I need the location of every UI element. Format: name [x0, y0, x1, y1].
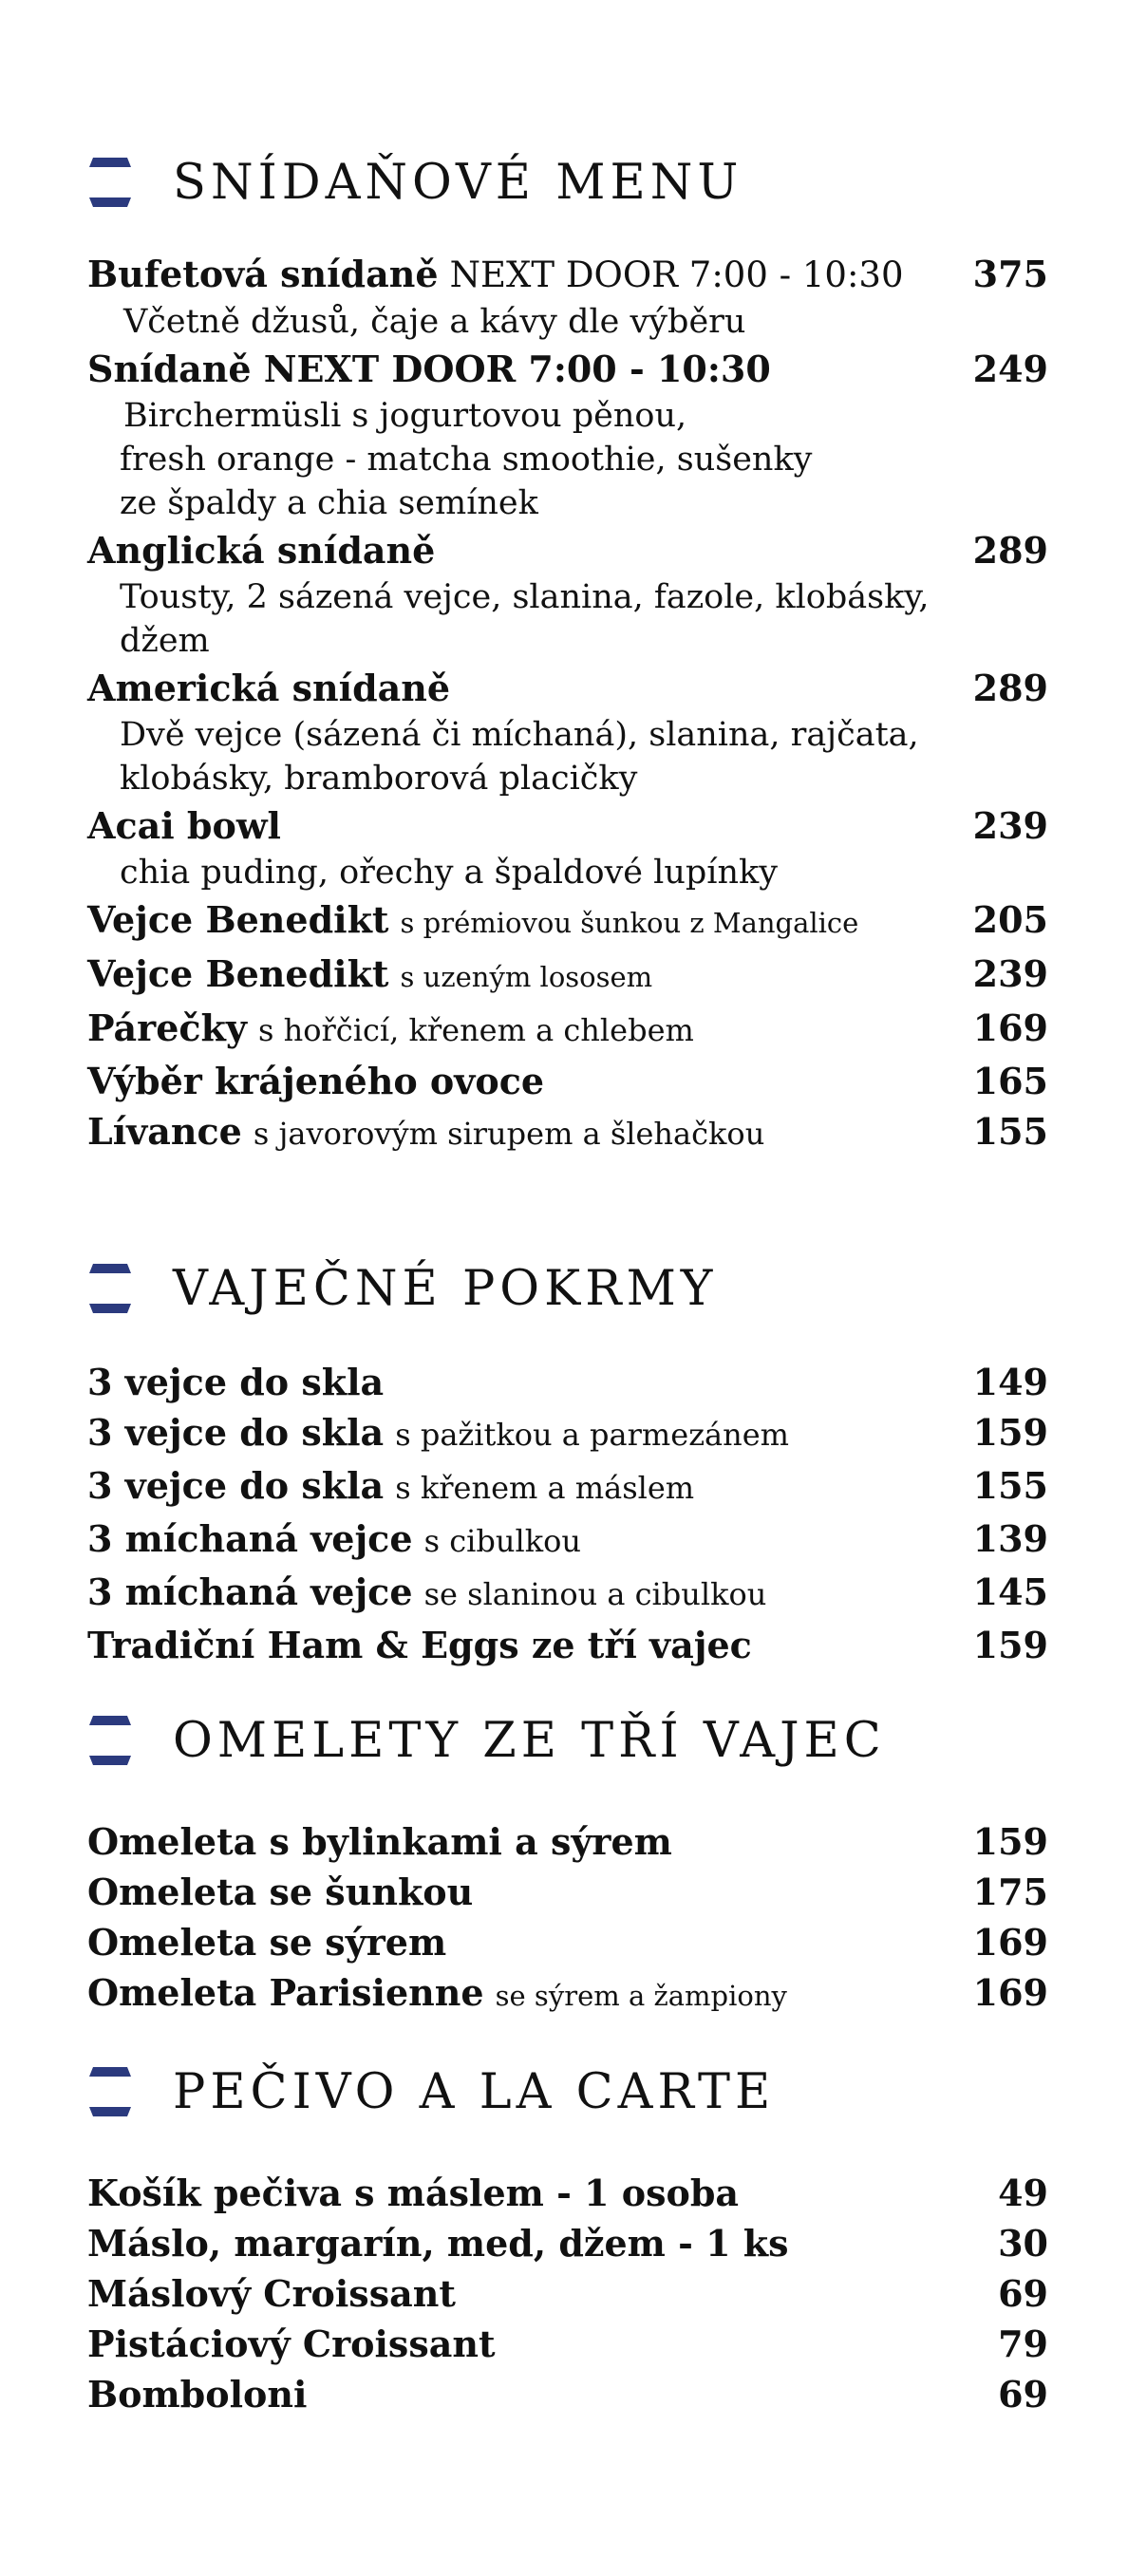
menu-item — [87, 1003, 1048, 1056]
item-price: 145 — [972, 1570, 1048, 1613]
item-price: 155 — [972, 1110, 1048, 1153]
item-price: 159 — [972, 1820, 1048, 1863]
item-suffix: s pažitkou a parmezánem — [395, 1417, 790, 1453]
menu-item — [87, 2268, 1048, 2319]
item-price: 239 — [972, 952, 1048, 995]
section-header — [87, 2061, 1048, 2122]
menu-item — [87, 2168, 1048, 2218]
item-price: 69 — [998, 2373, 1048, 2416]
item-price: 49 — [998, 2172, 1048, 2214]
item-name: Omeleta Parisienne — [87, 1971, 484, 2014]
item-price: 169 — [972, 1006, 1048, 1049]
menu-item — [87, 1967, 1048, 2021]
section-title: OMELETY ZE TŘÍ VAJEC — [173, 1712, 886, 1769]
menu-item — [87, 525, 1048, 663]
item-description: Dvě vejce (sázená či míchaná), slanina, rajčata, — [120, 716, 919, 754]
item-name: 3 vejce do skla — [87, 1464, 385, 1507]
menu-item — [87, 1056, 1048, 1106]
menu-item — [87, 1514, 1048, 1567]
item-name: Výběr krájeného ovoce — [87, 1060, 545, 1102]
section-title: VAJEČNÉ POKRMY — [173, 1260, 718, 1317]
item-suffix: s prémiovou šunkou z Mangalice — [400, 907, 859, 939]
item-price: 79 — [998, 2322, 1048, 2365]
item-price: 165 — [972, 1060, 1048, 1102]
item-name: Máslový Croissant — [87, 2272, 456, 2315]
menu-lines-icon — [87, 154, 133, 211]
menu-item — [87, 1867, 1048, 1917]
item-suffix: s uzeným lososem — [400, 961, 653, 993]
section-breakfast — [87, 152, 1048, 1159]
item-price: 159 — [972, 1411, 1048, 1454]
section-header — [87, 152, 1048, 213]
section-pastry — [87, 2061, 1048, 2419]
item-suffix: se sýrem a žampiony — [495, 1980, 787, 2012]
item-name: Anglická snídaně — [87, 529, 436, 572]
item-name: Acai bowl — [87, 804, 281, 847]
item-price: 205 — [972, 898, 1048, 941]
item-name: Snídaně NEXT DOOR 7:00 - 10:30 — [87, 348, 771, 390]
item-description: džem — [120, 622, 210, 660]
item-description: Včetně džusů, čaje a kávy dle výběru — [123, 303, 746, 341]
item-description: Tousty, 2 sázená vejce, slanina, fazole, klobásky, — [120, 578, 930, 616]
item-price: 139 — [972, 1517, 1048, 1560]
item-name: Pistáciový Croissant — [87, 2322, 496, 2365]
item-suffix: s hořčicí, křenem a chlebem — [258, 1012, 694, 1048]
item-price: 169 — [972, 1971, 1048, 2014]
item-price: 239 — [972, 804, 1048, 847]
item-suffix: se slaninou a cibulkou — [423, 1576, 767, 1612]
item-suffix: s javorovým sirupem a šlehačkou — [253, 1116, 765, 1152]
item-price: 175 — [972, 1871, 1048, 1913]
item-price: 249 — [972, 348, 1048, 390]
menu-item — [87, 2218, 1048, 2268]
menu-item — [87, 1460, 1048, 1514]
item-name: Tradiční Ham & Eggs ze tří vajec — [87, 1624, 752, 1666]
menu-item — [87, 1567, 1048, 1620]
item-name: 3 vejce do skla — [87, 1411, 385, 1454]
item-price: 69 — [998, 2272, 1048, 2315]
section-header — [87, 1710, 1048, 1771]
item-price: 159 — [972, 1624, 1048, 1666]
section-title: PEČIVO A LA CARTE — [173, 2063, 776, 2120]
item-name: Bufetová snídaně — [87, 253, 439, 295]
item-time: NEXT DOOR 7:00 - 10:30 — [449, 254, 904, 295]
item-name: Košík pečiva s máslem - 1 osoba — [87, 2172, 740, 2214]
section-eggs — [87, 1258, 1048, 1670]
menu-item — [87, 1106, 1048, 1159]
menu-item — [87, 1917, 1048, 1967]
menu-item — [87, 1816, 1048, 1867]
item-name: Omeleta se sýrem — [87, 1921, 447, 1964]
menu-item — [87, 2369, 1048, 2419]
item-price: 289 — [972, 529, 1048, 572]
menu-page — [87, 152, 1048, 2419]
item-suffix: s křenem a máslem — [395, 1470, 695, 1506]
item-name: 3 vejce do skla — [87, 1361, 385, 1403]
menu-item — [87, 800, 1048, 894]
menu-item — [87, 1620, 1048, 1670]
menu-item — [87, 344, 1048, 525]
item-price: 169 — [972, 1921, 1048, 1964]
menu-item — [87, 1407, 1048, 1460]
menu-item — [87, 949, 1048, 1003]
item-suffix: s cibulkou — [423, 1523, 581, 1559]
item-name: Omeleta s bylinkami a sýrem — [87, 1820, 672, 1863]
item-name: Americká snídaně — [87, 667, 451, 709]
item-name: Vejce Benedikt — [87, 898, 389, 941]
item-name: 3 míchaná vejce — [87, 1570, 413, 1613]
menu-item — [87, 2319, 1048, 2369]
item-name: Bomboloni — [87, 2373, 308, 2416]
item-description: Birchermüsli s jogurtovou pěnou, — [123, 397, 687, 435]
item-price: 289 — [972, 667, 1048, 709]
item-description: fresh orange - matcha smoothie, sušenky — [120, 441, 813, 479]
menu-lines-icon — [87, 1260, 133, 1317]
menu-lines-icon — [87, 1712, 133, 1769]
menu-item — [87, 1357, 1048, 1407]
section-title: SNÍDAŇOVÉ MENU — [173, 154, 743, 211]
item-name: 3 míchaná vejce — [87, 1517, 413, 1560]
item-name: Máslo, margarín, med, džem - 1 ks — [87, 2222, 789, 2265]
item-name: Lívance — [87, 1110, 242, 1153]
item-description: klobásky, bramborová placičky — [120, 760, 638, 798]
item-name: Párečky — [87, 1006, 247, 1049]
item-name: Omeleta se šunkou — [87, 1871, 474, 1913]
menu-item — [87, 249, 1048, 344]
item-price: 30 — [998, 2222, 1048, 2265]
section-omelettes — [87, 1710, 1048, 2021]
item-description: chia puding, ořechy a špaldové lupínky — [120, 854, 778, 892]
menu-item — [87, 663, 1048, 800]
menu-lines-icon — [87, 2063, 133, 2120]
item-price: 375 — [972, 253, 1048, 295]
item-description: ze špaldy a chia semínek — [120, 484, 538, 522]
section-header — [87, 1258, 1048, 1319]
item-name: Vejce Benedikt — [87, 952, 389, 995]
menu-item — [87, 894, 1048, 949]
item-price: 149 — [972, 1361, 1048, 1403]
item-price: 155 — [972, 1464, 1048, 1507]
